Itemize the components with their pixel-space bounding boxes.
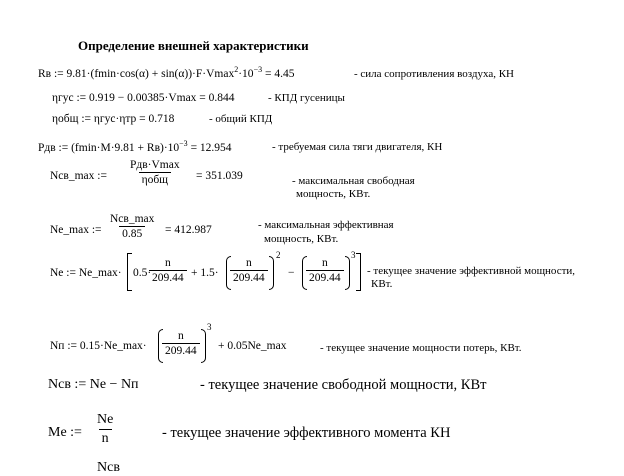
eta-gus-formula: ηгус := 0.919 − 0.00385·Vmax = 0.844 — [52, 92, 235, 104]
pdv-formula-a: Pдв := (fmin·M·9.81 + Rв)·10 — [38, 142, 180, 154]
ne-max-comment-2: мощность, КВт. — [264, 233, 339, 245]
ncv-formula: Nсв := Ne − Nп — [48, 377, 139, 392]
me-denominator: n — [99, 429, 112, 447]
pdv-formula — [38, 139, 232, 154]
rv-comment: - сила сопротивления воздуха, КН — [354, 68, 515, 80]
pdv-comment: - требуемая сила тяги двигателя, КН — [272, 141, 443, 153]
ne-max-lhs: Ne_max := — [50, 224, 102, 236]
me-numerator: Ne — [97, 412, 114, 427]
ncv-max-denominator: ηобщ — [139, 172, 171, 186]
ne-frac2 — [230, 257, 268, 284]
eta-gus-comment: - КПД гусеницы — [268, 92, 345, 104]
rv-formula — [38, 65, 294, 80]
np-frac — [162, 330, 200, 357]
me-comment: - текущее значение эффективного момента КН — [162, 425, 451, 441]
ne-lhs: Ne := Ne_max· — [50, 267, 122, 279]
ne-paren-r1 — [269, 256, 274, 290]
page-title: Определение внешней характеристики — [78, 38, 309, 53]
ne-bracket-right — [356, 253, 361, 291]
rv-exp-neg3: −3 — [253, 65, 263, 74]
ne-frac1-num: n — [164, 257, 171, 269]
ne-frac1-den: 209.44 — [149, 270, 187, 284]
ne-max-comment-1: - максимальная эффективная — [258, 219, 394, 231]
ne-frac3 — [306, 257, 344, 284]
np-frac-den: 209.44 — [162, 343, 200, 357]
rv-result: = 4.45 — [262, 68, 295, 80]
mcv-numerator: Nсв — [97, 460, 120, 475]
ne-minus: − — [288, 267, 295, 279]
ncv-max-result: = 351.039 — [196, 170, 243, 182]
ne-frac2-den: 209.44 — [230, 270, 268, 284]
ne-comment-1: - текущее значение эффективной мощности, — [367, 265, 576, 277]
ne-paren-r2 — [345, 256, 350, 290]
np-exp3: 3 — [207, 322, 212, 332]
ncv-max-numerator: Pдв·Vmax — [130, 159, 180, 171]
ne-max-result: = 412.987 — [165, 224, 212, 236]
eta-obsh-comment: - общий КПД — [209, 113, 273, 125]
ne-max-numerator: Nсв_max — [110, 213, 155, 225]
ne-frac3-den: 209.44 — [306, 270, 344, 284]
ne-frac2-num: n — [245, 257, 252, 269]
ncv-max-comment-1: - максимальная свободная — [292, 175, 415, 187]
ne-exp3: 3 — [351, 250, 356, 260]
np-comment: - текущее значение мощности потерь, КВт. — [320, 342, 522, 354]
ne-plus: + 1.5· — [191, 267, 219, 279]
rv-formula-a: Rв := 9.81·(fmin·cos(α) + sin(α))·F·Vmax — [38, 68, 235, 80]
ncv-max-comment-2: мощность, КВт. — [296, 188, 371, 200]
ne-comment-2: КВт. — [371, 278, 393, 290]
np-frac-num: n — [177, 330, 184, 342]
rv-formula-b: ·10 — [238, 68, 254, 80]
ne-frac3-num: n — [321, 257, 328, 269]
eta-obsh-formula: ηобщ := ηгус·ηтр = 0.718 — [52, 113, 175, 125]
ncv-comment: - текущее значение свободной мощности, КВт — [200, 377, 487, 393]
pdv-exp-neg3: −3 — [179, 139, 188, 148]
me-fraction — [95, 412, 115, 447]
ne-coef1: 0.5· — [133, 267, 152, 279]
ne-max-fraction — [108, 213, 156, 240]
ne-exp2: 2 — [276, 250, 281, 260]
ne-frac1 — [149, 257, 187, 284]
ncv-max-fraction — [128, 159, 182, 186]
np-paren-r — [201, 329, 206, 363]
ncv-max-lhs: Nсв_max := — [50, 170, 107, 182]
pdv-result: = 12.954 — [187, 142, 232, 154]
rv-exp2: 2 — [234, 65, 239, 74]
np-tail: + 0.05Ne_max — [218, 340, 287, 352]
ne-max-denominator: 0.85 — [119, 226, 145, 240]
ne-bracket-left — [127, 253, 132, 291]
np-lhs: Nп := 0.15·Ne_max· — [50, 340, 147, 352]
me-lhs: Me := — [48, 425, 82, 440]
